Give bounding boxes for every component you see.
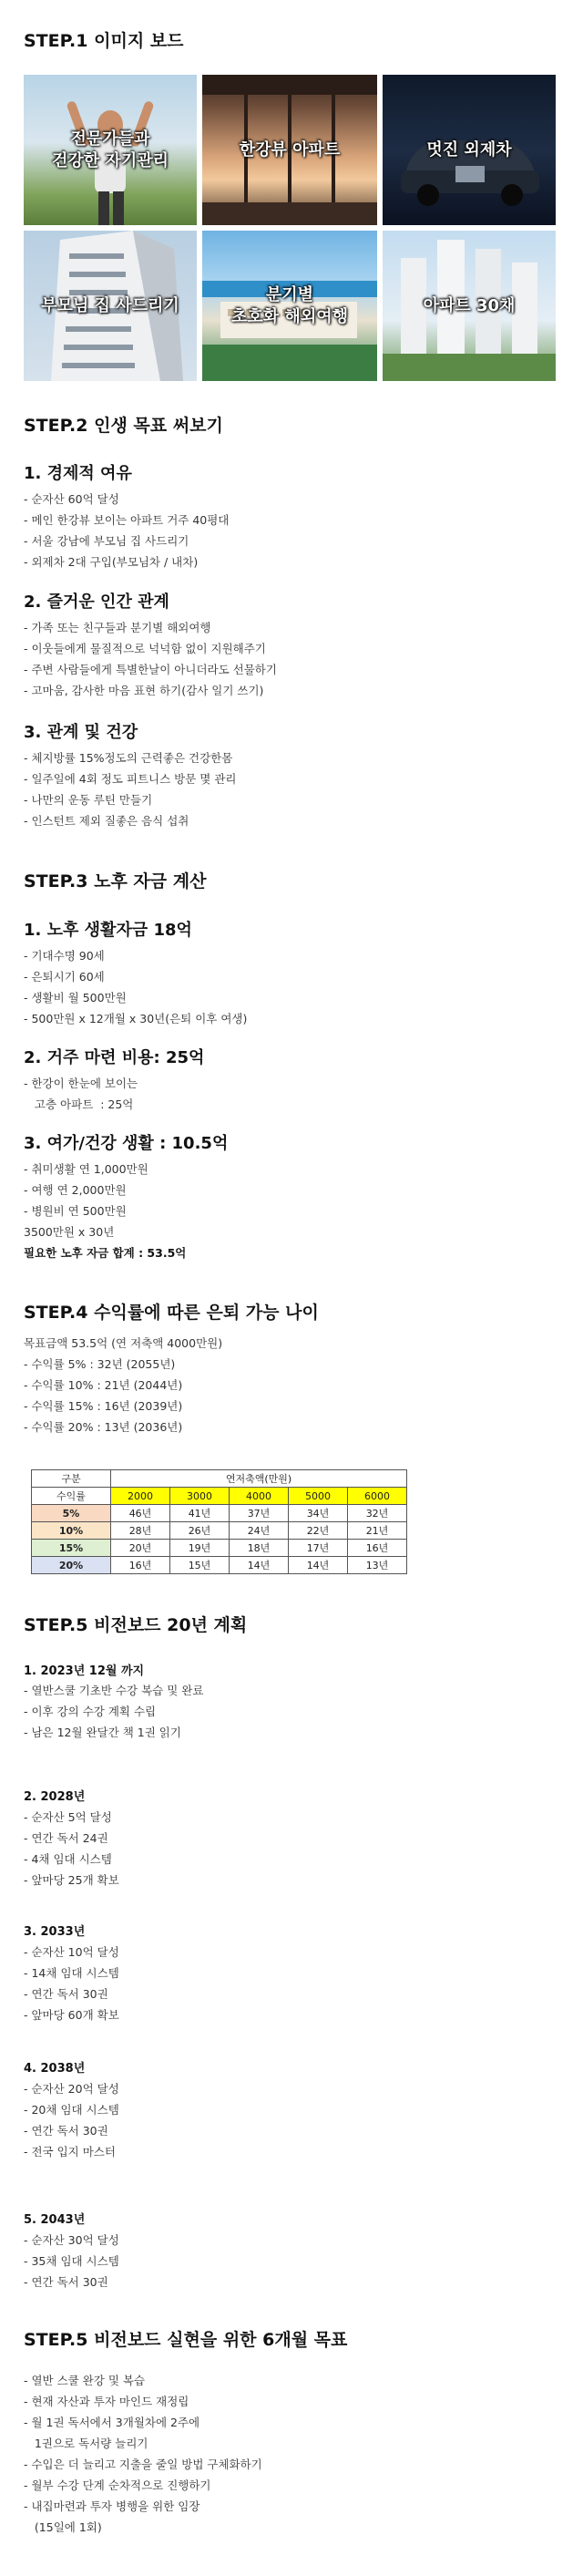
tile-apartments	[383, 231, 556, 381]
column-header: 6000	[348, 1488, 407, 1505]
list-item: 1권으로 독서량 늘리기	[24, 2437, 148, 2450]
column-header: 4000	[230, 1488, 289, 1505]
table-cell: 34년	[289, 1505, 348, 1522]
table-cell: 18년	[230, 1540, 289, 1557]
table-cell: 46년	[111, 1505, 170, 1522]
table-row	[32, 1540, 407, 1557]
leisure-health-heading: 3. 여가/건강 생활 : 10.5억	[24, 1134, 229, 1153]
tile-caption-fitness: 전문가들과 건강한 자기관리	[52, 129, 169, 170]
rate-cell: 5%	[32, 1505, 111, 1522]
list-item: - 취미생활 연 1,000만원	[24, 1162, 148, 1176]
leisure-health-list	[24, 1159, 186, 1263]
step4-title: STEP.4 수익률에 따른 은퇴 가능 나이	[24, 1303, 319, 1323]
housing-cost-heading: 2. 거주 마련 비용: 25억	[24, 1048, 205, 1067]
table-row	[32, 1505, 407, 1522]
list-item: - 열반 스쿨 완강 및 복습	[24, 2374, 146, 2387]
table-cell: 24년	[230, 1522, 289, 1540]
list-item: - 500만원 x 12개월 x 30년(은퇴 이후 여생)	[24, 1012, 248, 1025]
step2-title: STEP.2 인생 목표 써보기	[24, 416, 223, 436]
list-item: - 앞마당 25개 확보	[24, 1873, 119, 1887]
table-row	[32, 1522, 407, 1540]
plan-2043-heading: 5. 2043년	[24, 2213, 86, 2227]
list-item: - 여행 연 2,000만원	[24, 1183, 127, 1197]
table-cell: 41년	[170, 1505, 230, 1522]
plan-2028-heading: 2. 2028년	[24, 1790, 86, 1804]
plan-2038-heading: 4. 2038년	[24, 2062, 86, 2076]
list-item: - 수익률 10% : 21년 (2044년)	[24, 1378, 183, 1392]
tile-resort	[202, 231, 377, 381]
tile-fitness	[24, 75, 197, 225]
retirement-total: 필요한 노후 자금 합계 : 53.5억	[24, 1246, 187, 1260]
goal-relationship-heading: 2. 즐거운 인간 관계	[24, 592, 169, 612]
list-item: - 20채 임대 시스템	[24, 2103, 119, 2117]
list-item: (15일에 1회)	[24, 2520, 102, 2534]
list-item: - 월 1권 독서에서 3개월차에 2주에	[24, 2416, 200, 2429]
table-cell: 19년	[170, 1540, 230, 1557]
tile-caption-resort: 분기별 초호화 해외여행	[231, 284, 348, 326]
plan-2033-list	[24, 1942, 119, 2025]
list-item: - 한강이 한눈에 보이는	[24, 1077, 138, 1090]
list-item: - 현재 자산과 투자 마인드 재정립	[24, 2395, 189, 2408]
list-item: - 수익률 20% : 13년 (2036년)	[24, 1420, 183, 1434]
target-amount: 목표금액 53.5억 (연 저축액 4000만원)	[24, 1336, 223, 1350]
corner-header-bottom: 수익률	[32, 1488, 111, 1505]
list-item: - 고마움, 감사한 마음 표현 하기(감사 일기 쓰기)	[24, 684, 264, 697]
list-item: - 14채 임대 시스템	[24, 1966, 119, 1980]
goal-health-list	[24, 747, 236, 831]
list-item: - 인스턴트 제외 질좋은 음식 섭취	[24, 814, 189, 828]
tile-caption-han-river: 한강뷰 아파트	[239, 139, 341, 160]
list-item: - 순자산 5억 달성	[24, 1810, 112, 1824]
tile-car	[383, 75, 556, 225]
plan-2028-list	[24, 1807, 119, 1891]
plan-2023-heading: 1. 2023년 12월 까지	[24, 1664, 145, 1678]
goal-economic-heading: 1. 경제적 여유	[24, 464, 132, 483]
list-item: - 이웃들에게 물질적으로 넉넉함 없이 지원해주기	[24, 642, 266, 655]
table-cell: 13년	[348, 1557, 407, 1574]
table-cell: 22년	[289, 1522, 348, 1540]
list-item: - 은퇴시기 60세	[24, 970, 105, 984]
plan-2043-list	[24, 2230, 119, 2293]
tile-caption-car: 멋진 외제차	[426, 139, 512, 160]
housing-cost-list	[24, 1073, 138, 1115]
tile-caption-apartments: 아파트 30채	[423, 295, 516, 315]
table-header-row	[32, 1470, 407, 1488]
list-item: - 앞마당 60개 확보	[24, 2008, 119, 2022]
list-item: - 연간 독서 24권	[24, 1831, 108, 1845]
image-board	[24, 75, 556, 381]
table-cell: 15년	[170, 1557, 230, 1574]
tile-han-river	[202, 75, 377, 225]
list-item: - 35채 임대 시스템	[24, 2254, 119, 2268]
list-item: - 순자산 30억 달성	[24, 2233, 119, 2247]
table-cell: 17년	[289, 1540, 348, 1557]
table-cell: 37년	[230, 1505, 289, 1522]
plan-2038-list	[24, 2078, 119, 2162]
list-item: - 서울 강남에 부모님 집 사드리기	[24, 534, 189, 548]
list-item: - 열반스쿨 기초반 수강 복습 및 완료	[24, 1684, 204, 1697]
list-item: - 남은 12월 완달간 책 1권 읽기	[24, 1726, 181, 1739]
list-item: - 연간 독서 30권	[24, 1987, 108, 2001]
rate-cell: 20%	[32, 1557, 111, 1574]
list-item: - 주변 사람들에게 특별한날이 아니더라도 선물하기	[24, 663, 277, 676]
list-item: - 순자산 20억 달성	[24, 2082, 119, 2096]
list-item: - 기대수명 90세	[24, 949, 105, 963]
tile-parents-house	[24, 231, 197, 381]
table-cell: 16년	[348, 1540, 407, 1557]
tile-caption-parents-house: 부모님 집 사드리기	[41, 295, 179, 315]
retirement-age-table	[31, 1469, 407, 1574]
retirement-living-heading: 1. 노후 생활자금 18억	[24, 921, 192, 940]
list-item: - 체지방률 15%정도의 근력좋은 건강한몸	[24, 751, 233, 765]
group-header: 연저축액(만원)	[111, 1470, 407, 1488]
list-item: 고층 아파트 : 25억	[24, 1097, 134, 1111]
list-item: - 가족 또는 친구들과 분기별 해외여행	[24, 621, 211, 634]
list-item: - 일주일에 4회 정도 피트니스 방문 몇 관리	[24, 772, 237, 786]
step3-title: STEP.3 노후 자금 계산	[24, 871, 207, 891]
column-header: 3000	[170, 1488, 230, 1505]
table-row	[32, 1557, 407, 1574]
list-item: - 순자산 10억 달성	[24, 1945, 119, 1959]
list-item: - 이후 강의 수강 계획 수립	[24, 1705, 157, 1718]
return-rate-list	[24, 1333, 222, 1437]
list-item: - 연간 독서 30권	[24, 2275, 108, 2289]
goal-economic-list	[24, 489, 229, 572]
step6-title: STEP.5 비전보드 실현을 위한 6개월 목표	[24, 2330, 348, 2350]
table-cell: 28년	[111, 1522, 170, 1540]
list-item: - 순자산 60억 달성	[24, 492, 119, 506]
list-item: 3500만원 x 30년	[24, 1225, 115, 1239]
list-item: - 연간 독서 30권	[24, 2124, 108, 2138]
table-cell: 32년	[348, 1505, 407, 1522]
step1-title: STEP.1 이미지 보드	[24, 31, 184, 51]
plan-2023-list	[24, 1680, 203, 1743]
table-cell: 16년	[111, 1557, 170, 1574]
list-item: - 외제차 2대 구입(부모님차 / 내차)	[24, 555, 199, 569]
list-item: - 수익률 15% : 16년 (2039년)	[24, 1399, 183, 1413]
list-item: - 월부 수강 단계 순차적으로 진행하기	[24, 2478, 211, 2492]
plan-2033-heading: 3. 2033년	[24, 1925, 86, 1939]
table-cell: 20년	[111, 1540, 170, 1557]
list-item: - 병원비 연 500만원	[24, 1204, 127, 1218]
list-item: - 메인 한강뷰 보이는 아파트 거주 40평대	[24, 513, 230, 527]
table-column-row	[32, 1488, 407, 1505]
rate-cell: 10%	[32, 1522, 111, 1540]
list-item: - 수익률 5% : 32년 (2055년)	[24, 1357, 176, 1371]
list-item: - 전국 입지 마스터	[24, 2145, 116, 2159]
list-item: - 수입은 더 늘리고 지출을 줄일 방법 구체화하기	[24, 2458, 262, 2471]
list-item: - 나만의 운동 루틴 만들기	[24, 793, 153, 807]
table-cell: 14년	[289, 1557, 348, 1574]
rate-cell: 15%	[32, 1540, 111, 1557]
goal-health-heading: 3. 관계 및 건강	[24, 723, 138, 742]
list-item: - 내집마련과 투자 병행을 위한 임장	[24, 2499, 200, 2513]
step5-title: STEP.5 비전보드 20년 계획	[24, 1615, 248, 1635]
corner-header-top: 구분	[32, 1470, 111, 1488]
table-cell: 14년	[230, 1557, 289, 1574]
six-month-goals-list	[24, 2370, 262, 2538]
goal-relationship-list	[24, 617, 277, 701]
table-cell: 26년	[170, 1522, 230, 1540]
list-item: - 생활비 월 500만원	[24, 991, 127, 1005]
table-cell: 21년	[348, 1522, 407, 1540]
column-header: 5000	[289, 1488, 348, 1505]
column-header: 2000	[111, 1488, 170, 1505]
retirement-living-list	[24, 945, 247, 1029]
list-item: - 4채 임대 시스템	[24, 1852, 112, 1866]
